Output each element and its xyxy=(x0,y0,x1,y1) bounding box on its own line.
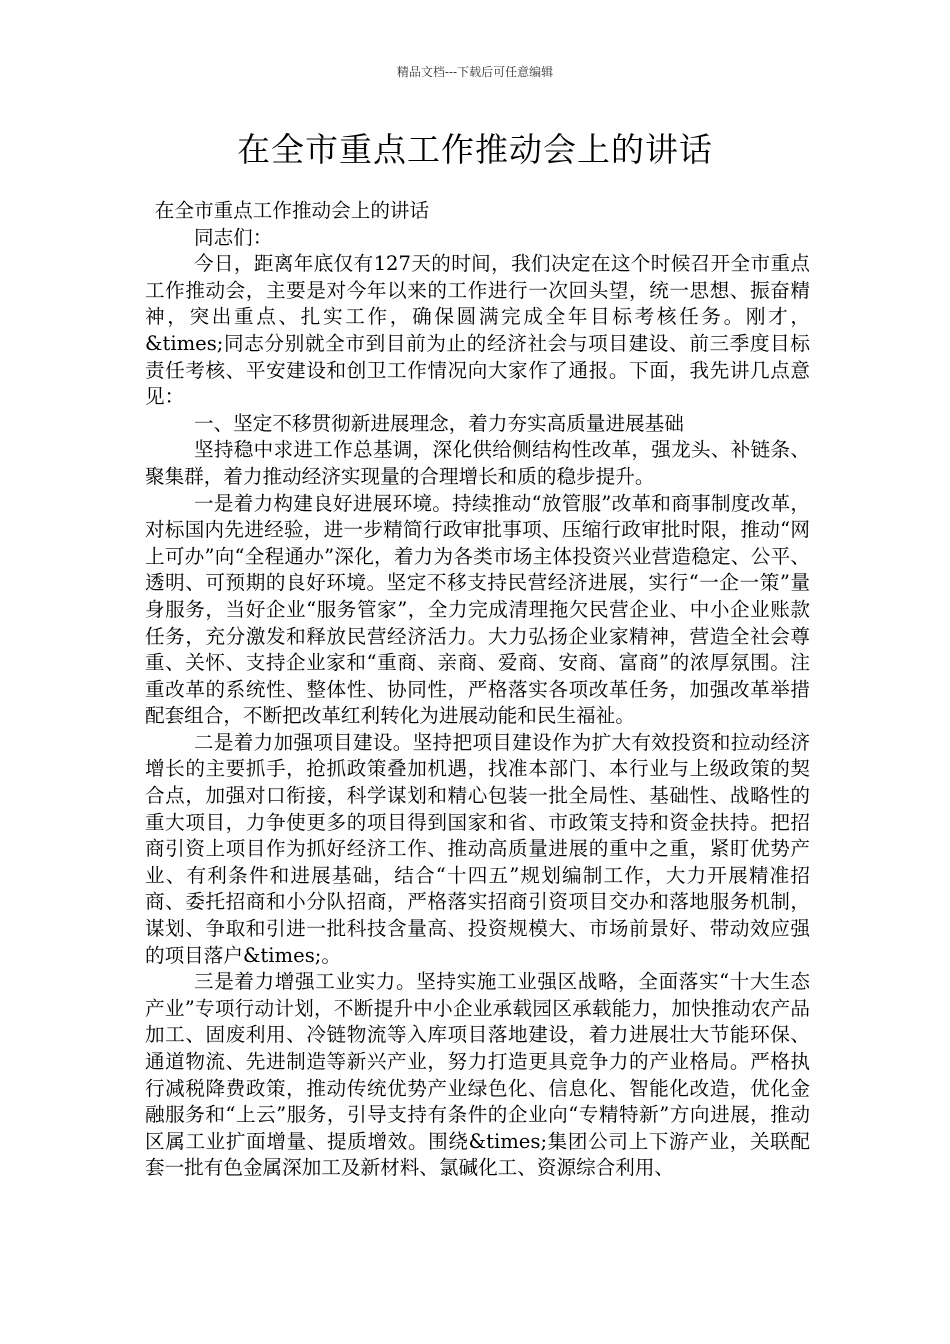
paragraph-environment: 一是着力构建良好进展环境。持续推动“放管服”改革和商事制度改革，对标国内先进经验，进一步精简行政审批事项、压缩行政审批时限，推动“网上可办”向“全程通办”深化，着力为各类市场主体投资兴业营造稳定、公平、透明、可预期的良好环境。坚定不移支持民营经济进展，实行“一企一策”量身服务，当好企业“服务管家”，全力完成清理拖欠民营企业、中小企业账款任务，充分激发和释放民营经济活力。大力弘扬企业家精神，营造全社会尊重、关怀、支持企业家和“重商、亲商、爱商、安商、富商”的浓厚氛围。注重改革的系统性、整体性、协同性，严格落实各项改革任务，加强改革举措配套组合，不断把改革红利转化为进展动能和民生福祉。 xyxy=(145,491,810,728)
paragraph-intro: 今日，距离年底仅有127天的时间，我们决定在这个时候召开全市重点工作推动会，主要是对今年以来的工作进行一次回头望，统一思想、振奋精神，突出重点、扎实工作，确保圆满完成全年目标考核任务。刚才，&times;同志分别就全市到目前为止的经济社会与项目建设、前三季度目标责任考核、平安建设和创卫工作情况向大家作了通报。下面，我先讲几点意见： xyxy=(145,252,810,409)
header-note: 精品文档---下载后可任意编辑 xyxy=(396,65,554,79)
document-title: 在全市重点工作推动会上的讲话 xyxy=(237,130,713,169)
paragraph-overview: 坚持稳中求进工作总基调，深化供给侧结构性改革，强龙头、补链条、聚集群，着力推动经济实现量的合理增长和质的稳步提升。 xyxy=(145,438,810,488)
document-body xyxy=(145,198,810,1182)
paragraph-projects: 二是着力加强项目建设。坚持把项目建设作为扩大有效投资和拉动经济增长的主要抓手，抢抓政策叠加机遇，找准本部门、本行业与上级政策的契合点，加强对口衔接，科学谋划和精心包装一批全局性、基础性、战略性的重大项目，力争使更多的项目得到国家和省、市政策支持和资金扶持。把招商引资上项目作为抓好经济工作、推动高质量进展的重中之重，紧盯优势产业、有利条件和进展基础，结合“十四五”规划编制工作，大力开展精准招商、委托招商和小分队招商，严格落实招商引资项目交办和落地服务机制，谋划、争取和引进一批科技含量高、投资规模大、市场前景好、带动效应强的项目落户&times;。 xyxy=(145,730,810,967)
paragraph-industry: 三是着力增强工业实力。坚持实施工业强区战略，全面落实“十大生态产业”专项行动计划，不断提升中小企业承载园区承载能力，加快推动农产品加工、固废利用、冷链物流等入库项目落地建设，着力进展壮大节能环保、通道物流、先进制造等新兴产业，努力打造更具竞争力的产业格局。严格执行减税降费政策，推动传统优势产业绿色化、信息化、智能化改造，优化金融服务和“上云”服务，引导支持有条件的企业向“专精特新”方向进展，推动区属工业扩面增量、提质增效。围绕&times;集团公司上下游产业，关联配套一批有色金属深加工及新材料、氯碱化工、资源综合利用、 xyxy=(145,970,810,1180)
speech-subtitle: 在全市重点工作推动会上的讲话 xyxy=(154,199,430,222)
section-heading-1: 一、坚定不移贯彻新进展理念，着力夯实高质量进展基础 xyxy=(194,411,684,435)
salutation: 同志们： xyxy=(194,225,273,249)
